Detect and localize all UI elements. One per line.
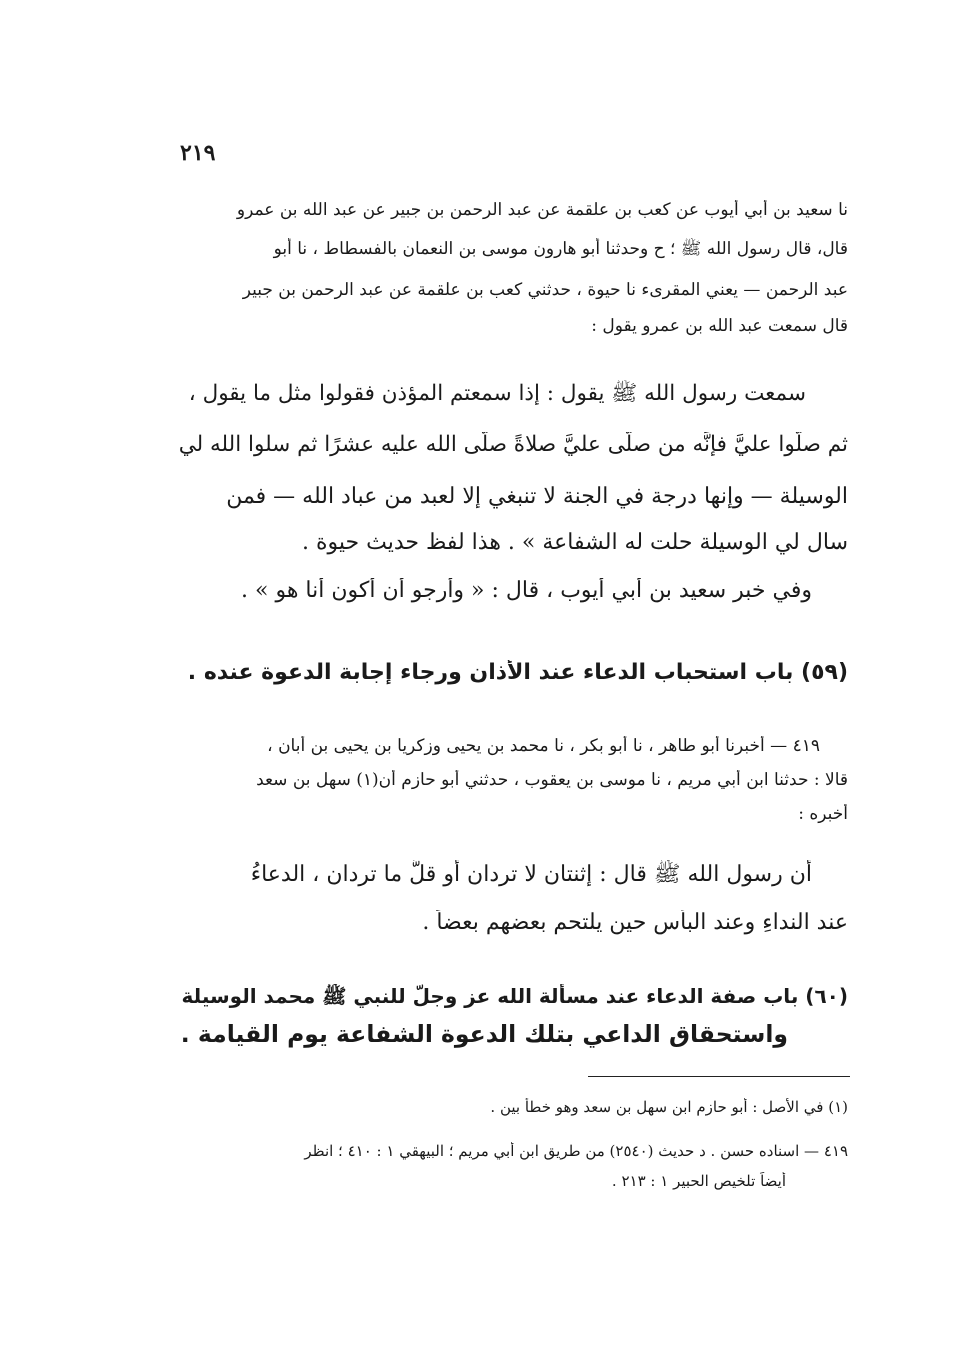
isnad-line-2: قال، قال رسول الله ﷺ ؛ ح وحدثنا أبو هارون موسى بن النعمان بالفسطاط ، نا أبو — [273, 239, 848, 259]
isnad-2-line-1: ٤١٩ — أخبرنا أبو طاهر ، نا أبو بكر ، نا محمد بن يحيى وزكريا بن يحيى بن أبان ، — [267, 736, 820, 756]
page-number: ٢١٩ — [180, 140, 216, 166]
footnote-separator — [588, 1076, 850, 1077]
chapter-heading-59: (٥٩) باب استحباب الدعاء عند الأذان ورجاء إجابة الدعوة عنده . — [187, 660, 848, 685]
matn-line-4: سال لي الوسيلة حلت له الشفاعة » . هذا لفظ حديث حيوة . — [301, 530, 848, 555]
isnad-2-line-2: قالا : حدثنا ابن أبي مريم ، نا موسى بن يعقوب ، حدثني أبو حازم أن(١) سهل بن سعد — [256, 770, 848, 790]
matn-line-1: سمعت رسول الله ﷺ يقول : إذا سمعتم المؤذن فقولوا مثل ما يقول ، — [188, 381, 806, 406]
chapter-heading-60-line-2: واستحقاق الداعي بتلك الدعوة الشفاعة يوم القيامة . — [180, 1020, 788, 1048]
footnote-1: (١) في الأصل : أبو حازم ابن سهل بن سعد وهو خطأ بين . — [490, 1098, 848, 1116]
matn-line-5: وفي خبر سعيد بن أبي أيوب ، قال : « وأرجو أن أكون أنا هو » . — [241, 578, 812, 603]
isnad-line-4: قال سمعت عبد الله بن عمرو يقول : — [591, 316, 848, 336]
chapter-heading-60-line-1: (٦٠) باب صفة الدعاء عند مسألة الله عز وجلّ للنبي ﷺ محمد الوسيلة — [181, 984, 848, 1008]
isnad-line-3: عبد الرحمن — يعني المقرىء نا حيوة ، حدثني كعب بن علقمة عن عبد الرحمن بن جبير — [242, 280, 848, 300]
footnote-419-line-2: أيضاً تلخيص الحبير ١ : ٢١٣ . — [611, 1172, 786, 1190]
matn-2-line-2: عند النداءِ وعند البأس حين يلتحم بعضهم بعضاً . — [422, 910, 848, 935]
isnad-2-line-3: أخبره : — [798, 804, 848, 824]
footnote-419-line-1: ٤١٩ — اسناده حسن . د حديث (٢٥٤٠) من طريق ابن أبي مريم ؛ البيهقي ١ : ٤١٠ ؛ انظر — [304, 1142, 848, 1160]
matn-line-2: ثم صلُّوا عليَّ فإنَّه من صلَّى عليَّ صلاةً صلَّى الله عليه عشرًا ثم سلوا الله لي — [178, 432, 848, 457]
matn-line-3: الوسيلة — وإنها درجة في الجنة لا تنبغي إلا لعبد من عباد الله — فمن — [226, 484, 848, 509]
matn-2-line-1: أن رسول الله ﷺ قال : إثنتان لا تردان أو قلَّ ما تردان ، الدعاءُ — [250, 862, 812, 887]
isnad-line-1: نا سعيد بن أبي أيوب عن كعب بن علقمة عن عبد الرحمن بن جبير عن عبد الله بن عمرو — [236, 200, 848, 220]
